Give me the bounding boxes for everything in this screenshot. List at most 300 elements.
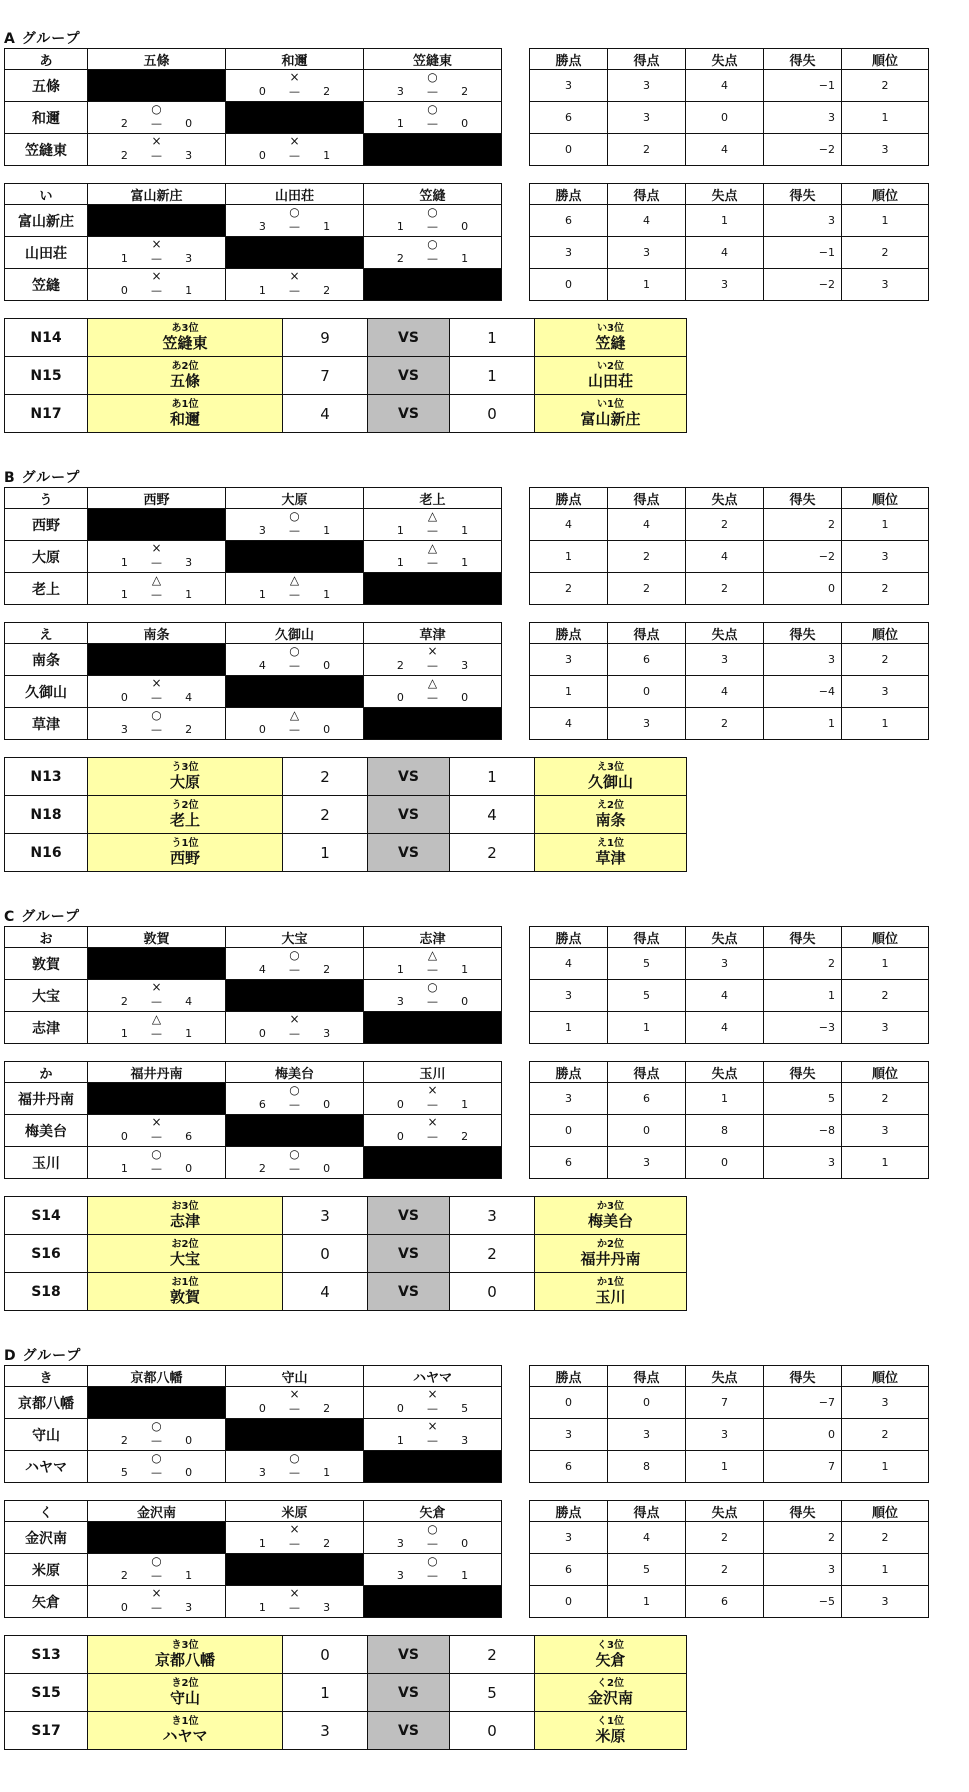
- stat-rank: 2: [842, 644, 929, 676]
- match-result-cell: [364, 70, 502, 102]
- stat-goal-difference: −4: [764, 676, 842, 708]
- placement-match-row: [5, 758, 687, 796]
- match-score: [226, 1537, 363, 1551]
- stat-header: 得点: [608, 1062, 686, 1083]
- score-dash: —: [289, 723, 300, 736]
- stat-header: 勝点: [530, 1501, 608, 1522]
- stat-header: 失点: [686, 49, 764, 70]
- row-team-name: 玉川: [5, 1147, 88, 1179]
- stat-goals-for: 4: [608, 205, 686, 237]
- result-mark: ○: [289, 1451, 300, 1465]
- left-team-name: 敦賀: [169, 1288, 200, 1306]
- left-team-cell: [88, 1273, 283, 1311]
- result-mark: ×: [289, 1012, 300, 1026]
- result-mark: ○: [289, 948, 300, 962]
- left-score: 4: [283, 1273, 368, 1311]
- table-row: [5, 980, 929, 1012]
- right-team-cell: [535, 834, 687, 872]
- stat-rank: 1: [842, 708, 929, 740]
- stat-header: 勝点: [530, 488, 608, 509]
- match-score: [364, 252, 501, 266]
- table-row: [5, 1147, 929, 1179]
- stat-goal-difference: 2: [764, 948, 842, 980]
- match-result-cell: [364, 1522, 502, 1554]
- match-score: [226, 1402, 363, 1416]
- stat-goals-against: 0: [686, 1147, 764, 1179]
- row-team-name: 西野: [5, 509, 88, 541]
- score-for: 0: [258, 1402, 266, 1415]
- column-team-name: 金沢南: [88, 1501, 226, 1522]
- stat-rank: 1: [842, 102, 929, 134]
- column-team-name: 五條: [88, 49, 226, 70]
- right-score: 0: [450, 1273, 535, 1311]
- right-team-name: 矢倉: [595, 1651, 626, 1669]
- stat-goal-difference: −2: [764, 134, 842, 166]
- match-score: [226, 149, 363, 163]
- match-result-cell: [88, 1115, 226, 1147]
- self-match-cell: [364, 269, 502, 301]
- result-mark: ○: [427, 1554, 438, 1568]
- left-team-seed: お2位: [171, 1239, 199, 1250]
- stat-rank: 1: [842, 205, 929, 237]
- stat-goal-difference: 2: [764, 509, 842, 541]
- score-dash: —: [289, 284, 300, 297]
- match-code: S17: [5, 1712, 88, 1750]
- self-match-cell: [88, 948, 226, 980]
- score-dash: —: [151, 691, 162, 704]
- left-team-name: 京都八幡: [154, 1651, 215, 1669]
- left-team-seed: あ1位: [171, 399, 199, 410]
- match-code: S14: [5, 1197, 88, 1235]
- right-team-name: 草津: [595, 849, 626, 867]
- stat-goals-against: 2: [686, 1554, 764, 1586]
- match-result-cell: [364, 541, 502, 573]
- score-against: 2: [323, 1537, 331, 1550]
- pool-label: う: [5, 488, 88, 509]
- stat-goals-for: 2: [608, 541, 686, 573]
- stat-goal-difference: 5: [764, 1083, 842, 1115]
- table-row: [5, 541, 929, 573]
- score-against: 4: [185, 995, 193, 1008]
- stat-goals-against: 3: [686, 948, 764, 980]
- match-score: [226, 1162, 363, 1176]
- match-result-cell: [88, 1419, 226, 1451]
- score-dash: —: [427, 1130, 438, 1143]
- match-result-cell: [364, 676, 502, 708]
- right-team-name: 笠縫: [595, 334, 626, 352]
- table-row: [5, 1586, 929, 1618]
- match-score: [88, 117, 225, 131]
- match-score: [88, 556, 225, 570]
- score-dash: —: [427, 1434, 438, 1447]
- stat-header: 得失: [764, 927, 842, 948]
- table-header-row: [5, 623, 929, 644]
- placement-match-row: [5, 319, 687, 357]
- left-team-name: 老上: [169, 811, 200, 829]
- column-team-name: 米原: [226, 1501, 364, 1522]
- score-dash: —: [427, 117, 438, 130]
- score-against: 1: [185, 588, 193, 601]
- self-match-cell: [226, 980, 364, 1012]
- right-team-seed: か1位: [597, 1277, 624, 1288]
- row-team-name: 和邇: [5, 102, 88, 134]
- score-against: 3: [185, 149, 193, 162]
- stat-goals-against: 2: [686, 708, 764, 740]
- stat-goals-against: 0: [686, 102, 764, 134]
- match-result-cell: [364, 1115, 502, 1147]
- score-against: 0: [185, 1162, 193, 1175]
- pool-label: く: [5, 1501, 88, 1522]
- stat-rank: 3: [842, 1387, 929, 1419]
- stat-points: 0: [530, 1586, 608, 1618]
- match-score: [364, 1537, 501, 1551]
- placement-match-row: [5, 357, 687, 395]
- score-dash: —: [289, 1098, 300, 1111]
- vs-label: VS: [368, 1235, 450, 1273]
- table-header-row: [5, 1062, 929, 1083]
- stat-goals-against: 4: [686, 1012, 764, 1044]
- stat-header: 勝点: [530, 927, 608, 948]
- stat-rank: 2: [842, 573, 929, 605]
- stat-points: 2: [530, 573, 608, 605]
- column-gap: [502, 1012, 530, 1044]
- stat-goals-for: 3: [608, 70, 686, 102]
- stat-goal-difference: 0: [764, 1419, 842, 1451]
- stat-goal-difference: −1: [764, 237, 842, 269]
- stat-goals-for: 3: [608, 237, 686, 269]
- placement-match-row: [5, 796, 687, 834]
- table-row: [5, 708, 929, 740]
- column-team-name: 南条: [88, 623, 226, 644]
- match-score: [364, 691, 501, 705]
- right-team-name: 福井丹南: [580, 1250, 641, 1268]
- pool-label: え: [5, 623, 88, 644]
- right-team-seed: か2位: [597, 1239, 624, 1250]
- right-score: 5: [450, 1674, 535, 1712]
- round-robin-table: [4, 622, 929, 740]
- score-for: 2: [258, 1162, 266, 1175]
- round-robin-table: [4, 1365, 929, 1483]
- left-score: 7: [283, 357, 368, 395]
- stat-goals-for: 6: [608, 1083, 686, 1115]
- right-team-seed: い3位: [597, 323, 624, 334]
- column-team-name: 敦賀: [88, 927, 226, 948]
- stat-rank: 1: [842, 1147, 929, 1179]
- right-team-cell: [535, 1273, 687, 1311]
- left-team-seed: あ3位: [171, 323, 199, 334]
- score-dash: —: [289, 220, 300, 233]
- stat-goals-against: 3: [686, 1419, 764, 1451]
- table-row: [5, 509, 929, 541]
- stat-rank: 1: [842, 1554, 929, 1586]
- score-dash: —: [427, 1098, 438, 1111]
- left-team-seed: う1位: [171, 838, 199, 849]
- placement-match-row: [5, 1235, 687, 1273]
- column-gap: [502, 573, 530, 605]
- right-score: 1: [450, 319, 535, 357]
- match-score: [88, 1601, 225, 1615]
- left-team-cell: [88, 1235, 283, 1273]
- match-score: [226, 659, 363, 673]
- left-score: 3: [283, 1197, 368, 1235]
- result-mark: ×: [151, 134, 162, 148]
- stat-rank: 2: [842, 1083, 929, 1115]
- score-against: 1: [461, 1569, 469, 1582]
- match-score: [226, 1098, 363, 1112]
- stat-goals-for: 8: [608, 1451, 686, 1483]
- result-mark: ○: [427, 205, 438, 219]
- match-code: S16: [5, 1235, 88, 1273]
- score-against: 0: [323, 723, 331, 736]
- group-title: C グループ: [4, 909, 81, 925]
- column-gap: [502, 1501, 530, 1522]
- left-score: 4: [283, 395, 368, 433]
- match-result-cell: [226, 708, 364, 740]
- match-result-cell: [226, 1586, 364, 1618]
- score-dash: —: [289, 85, 300, 98]
- result-mark: ○: [289, 1147, 300, 1161]
- match-result-cell: [226, 1083, 364, 1115]
- left-team-name: 志津: [169, 1212, 200, 1230]
- stat-header: 勝点: [530, 1062, 608, 1083]
- row-team-name: 南条: [5, 644, 88, 676]
- stat-goals-for: 3: [608, 1147, 686, 1179]
- row-team-name: 富山新庄: [5, 205, 88, 237]
- score-for: 3: [120, 723, 128, 736]
- match-result-cell: [364, 1419, 502, 1451]
- vs-label: VS: [368, 834, 450, 872]
- stat-points: 1: [530, 1012, 608, 1044]
- score-dash: —: [151, 1466, 162, 1479]
- match-result-cell: [226, 269, 364, 301]
- column-team-name: 守山: [226, 1366, 364, 1387]
- right-team-name: 富山新庄: [580, 410, 641, 428]
- match-code: N14: [5, 319, 88, 357]
- stat-goals-against: 3: [686, 269, 764, 301]
- stat-goal-difference: −1: [764, 70, 842, 102]
- stat-rank: 3: [842, 269, 929, 301]
- column-team-name: 草津: [364, 623, 502, 644]
- stat-header: 勝点: [530, 623, 608, 644]
- stat-header: 失点: [686, 488, 764, 509]
- match-code: N17: [5, 395, 88, 433]
- result-mark: ×: [289, 1522, 300, 1536]
- row-team-name: 梅美台: [5, 1115, 88, 1147]
- score-dash: —: [151, 117, 162, 130]
- column-team-name: 大原: [226, 488, 364, 509]
- column-team-name: 福井丹南: [88, 1062, 226, 1083]
- left-score: 0: [283, 1235, 368, 1273]
- match-code: S15: [5, 1674, 88, 1712]
- stat-points: 4: [530, 708, 608, 740]
- vs-label: VS: [368, 1197, 450, 1235]
- table-header-row: [5, 1501, 929, 1522]
- left-team-seed: お1位: [171, 1277, 199, 1288]
- column-gap: [502, 927, 530, 948]
- score-for: 0: [258, 1027, 266, 1040]
- row-team-name: 老上: [5, 573, 88, 605]
- result-mark: ×: [151, 541, 162, 555]
- score-dash: —: [289, 1466, 300, 1479]
- match-score: [364, 963, 501, 977]
- score-for: 0: [396, 1098, 404, 1111]
- score-against: 1: [185, 284, 193, 297]
- match-score: [364, 556, 501, 570]
- column-gap: [502, 980, 530, 1012]
- score-against: 1: [461, 1098, 469, 1111]
- score-for: 0: [258, 723, 266, 736]
- stat-points: 0: [530, 1115, 608, 1147]
- left-score: 2: [283, 796, 368, 834]
- self-match-cell: [226, 1115, 364, 1147]
- score-for: 0: [396, 1130, 404, 1143]
- right-team-name: 玉川: [595, 1288, 626, 1306]
- result-mark: ×: [151, 1115, 162, 1129]
- self-match-cell: [88, 70, 226, 102]
- left-team-cell: [88, 1636, 283, 1674]
- match-result-cell: [88, 134, 226, 166]
- match-score: [88, 149, 225, 163]
- score-for: 1: [120, 556, 128, 569]
- result-mark: ×: [427, 1419, 438, 1433]
- stat-header: 順位: [842, 488, 929, 509]
- score-dash: —: [289, 1402, 300, 1415]
- result-mark: ○: [427, 237, 438, 251]
- left-score: 3: [283, 1712, 368, 1750]
- left-team-cell: [88, 834, 283, 872]
- stat-goal-difference: 3: [764, 102, 842, 134]
- match-score: [88, 1130, 225, 1144]
- right-score: 1: [450, 758, 535, 796]
- stat-header: 失点: [686, 927, 764, 948]
- match-code: S13: [5, 1636, 88, 1674]
- right-score: 1: [450, 357, 535, 395]
- score-dash: —: [427, 524, 438, 537]
- score-dash: —: [289, 1162, 300, 1175]
- score-against: 2: [323, 963, 331, 976]
- match-score: [88, 691, 225, 705]
- stat-points: 4: [530, 948, 608, 980]
- result-mark: △: [427, 676, 438, 690]
- stat-rank: 3: [842, 1012, 929, 1044]
- vs-label: VS: [368, 758, 450, 796]
- score-against: 0: [461, 220, 469, 233]
- table-row: [5, 1012, 929, 1044]
- column-gap: [502, 1147, 530, 1179]
- row-team-name: 金沢南: [5, 1522, 88, 1554]
- self-match-cell: [226, 541, 364, 573]
- score-for: 1: [258, 1601, 266, 1614]
- score-against: 5: [461, 1402, 469, 1415]
- match-score: [88, 723, 225, 737]
- column-gap: [502, 541, 530, 573]
- stat-points: 3: [530, 70, 608, 102]
- right-team-seed: い2位: [597, 361, 624, 372]
- self-match-cell: [364, 708, 502, 740]
- score-dash: —: [151, 1569, 162, 1582]
- score-dash: —: [289, 149, 300, 162]
- stat-rank: 1: [842, 948, 929, 980]
- score-against: 1: [185, 1569, 193, 1582]
- stat-goals-against: 4: [686, 541, 764, 573]
- stat-goal-difference: 2: [764, 1522, 842, 1554]
- stat-points: 6: [530, 102, 608, 134]
- column-gap: [502, 1366, 530, 1387]
- right-score: 0: [450, 1712, 535, 1750]
- stat-goals-for: 0: [608, 1115, 686, 1147]
- right-team-seed: く3位: [597, 1640, 624, 1651]
- stat-header: 失点: [686, 1062, 764, 1083]
- column-gap: [502, 1083, 530, 1115]
- score-for: 1: [120, 1162, 128, 1175]
- table-row: [5, 1522, 929, 1554]
- table-row: [5, 1083, 929, 1115]
- match-result-cell: [226, 70, 364, 102]
- score-dash: —: [427, 691, 438, 704]
- column-gap: [502, 623, 530, 644]
- column-gap: [502, 1554, 530, 1586]
- score-for: 4: [258, 659, 266, 672]
- score-against: 2: [185, 723, 193, 736]
- stat-header: 順位: [842, 927, 929, 948]
- stat-goal-difference: 3: [764, 1554, 842, 1586]
- stat-header: 勝点: [530, 1366, 608, 1387]
- left-team-name: 五條: [169, 372, 200, 390]
- stat-goals-for: 5: [608, 980, 686, 1012]
- stat-points: 6: [530, 1451, 608, 1483]
- self-match-cell: [364, 1012, 502, 1044]
- score-dash: —: [289, 524, 300, 537]
- stat-goals-for: 2: [608, 134, 686, 166]
- column-gap: [502, 1062, 530, 1083]
- left-team-seed: お3位: [171, 1201, 199, 1212]
- stat-header: 得失: [764, 184, 842, 205]
- round-robin-table: [4, 926, 929, 1044]
- score-dash: —: [151, 588, 162, 601]
- match-result-cell: [226, 1387, 364, 1419]
- score-against: 6: [185, 1130, 193, 1143]
- stat-goals-for: 3: [608, 1419, 686, 1451]
- score-dash: —: [427, 85, 438, 98]
- stat-goals-against: 4: [686, 676, 764, 708]
- result-mark: ×: [289, 1586, 300, 1600]
- match-score: [364, 659, 501, 673]
- column-team-name: 笠縫: [364, 184, 502, 205]
- match-score: [226, 284, 363, 298]
- result-mark: ○: [151, 708, 162, 722]
- right-team-cell: [535, 796, 687, 834]
- round-robin-table: [4, 487, 929, 605]
- stat-header: 順位: [842, 1062, 929, 1083]
- pool-label: き: [5, 1366, 88, 1387]
- placement-match-row: [5, 834, 687, 872]
- column-team-name: 笠縫東: [364, 49, 502, 70]
- column-gap: [502, 102, 530, 134]
- round-robin-table: [4, 183, 929, 301]
- match-result-cell: [88, 980, 226, 1012]
- stat-points: 6: [530, 1147, 608, 1179]
- left-team-cell: [88, 395, 283, 433]
- score-dash: —: [151, 1601, 162, 1614]
- stat-points: 0: [530, 1387, 608, 1419]
- stat-goal-difference: 1: [764, 708, 842, 740]
- match-result-cell: [364, 205, 502, 237]
- stat-header: 得失: [764, 1366, 842, 1387]
- match-score: [226, 588, 363, 602]
- right-team-name: 金沢南: [587, 1689, 633, 1707]
- right-team-name: 梅美台: [587, 1212, 633, 1230]
- stat-points: 3: [530, 1083, 608, 1115]
